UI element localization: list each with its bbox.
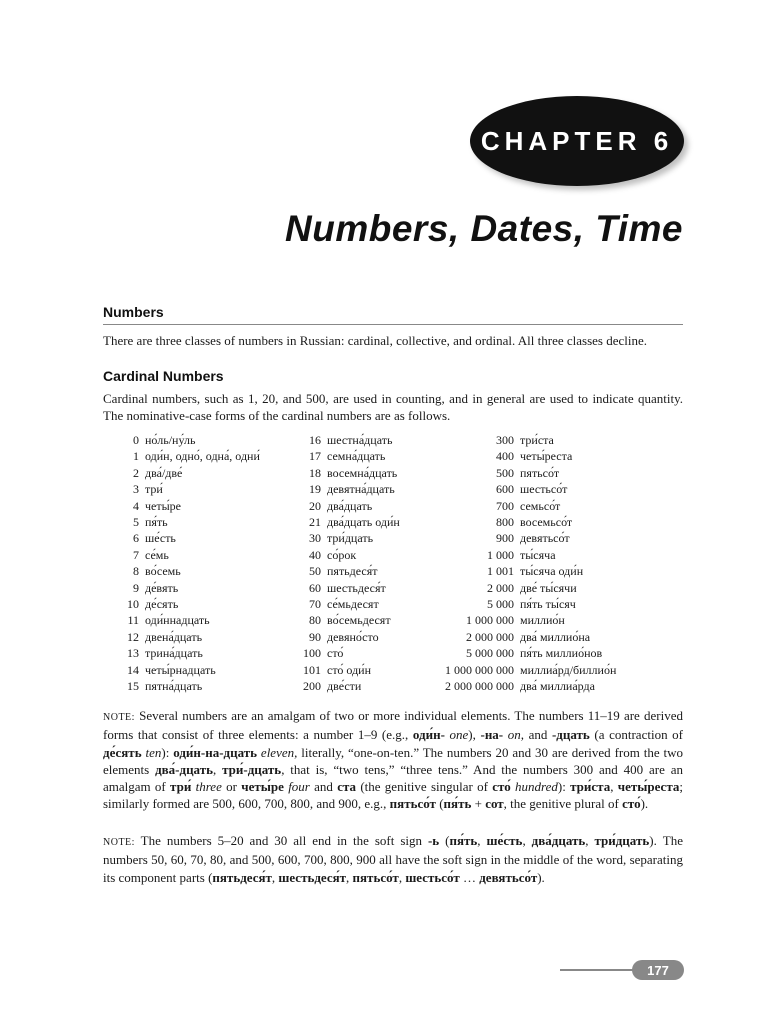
note-text: ): xyxy=(557,779,571,795)
section-heading-cardinal: Cardinal Numbers xyxy=(103,368,224,384)
russian-term: два́дцать xyxy=(531,833,586,848)
number-row xyxy=(283,612,400,628)
number-digits: 3 xyxy=(133,482,139,497)
number-digits: 1 000 000 xyxy=(466,613,514,628)
number-row xyxy=(413,514,616,530)
number-word: двена́дцать xyxy=(145,629,203,644)
russian-term: три́ста xyxy=(570,779,611,795)
note-text: and xyxy=(524,727,552,743)
note-text: ; similarly formed are 500, 600, 700, 800, and 900, e.g., xyxy=(103,779,684,812)
number-row xyxy=(283,547,400,563)
number-word: четы́ре xyxy=(145,498,181,513)
russian-term: сот xyxy=(485,796,504,812)
russian-term: ше́сть xyxy=(486,833,523,848)
number-digits: 17 xyxy=(309,449,321,464)
number-word: пя́ть миллио́нов xyxy=(520,646,603,661)
number-digits: 400 xyxy=(496,449,514,464)
number-row xyxy=(283,662,400,678)
number-word: шестна́дцать xyxy=(327,433,393,447)
number-word: пя́ть xyxy=(145,515,168,530)
number-word: семна́дцать xyxy=(327,449,386,464)
note-text: + xyxy=(471,796,486,812)
gloss: one xyxy=(449,727,469,743)
number-digits: 5 000 000 xyxy=(466,646,514,661)
number-row xyxy=(103,580,260,596)
number-word: во́семь xyxy=(145,564,181,579)
number-digits: 5 000 xyxy=(487,597,514,612)
chapter-label: CHAPTER 6 xyxy=(480,125,674,156)
number-word: восемьсо́т xyxy=(520,515,573,530)
number-row xyxy=(103,629,260,645)
number-row xyxy=(413,678,616,694)
number-word: де́вять xyxy=(145,580,179,595)
cardinal-number-table xyxy=(103,432,683,702)
number-row xyxy=(283,481,400,497)
number-word: четы́рнадцать xyxy=(145,662,216,677)
number-digits: 60 xyxy=(309,580,321,595)
note-text: and xyxy=(309,779,338,795)
number-word: шестьдеся́т xyxy=(327,580,386,595)
number-row xyxy=(413,629,616,645)
number-row xyxy=(103,514,260,530)
page-footer xyxy=(560,960,684,980)
number-word: но́ль/ну́ль xyxy=(145,433,196,447)
page-number-badge xyxy=(632,960,684,980)
number-digits: 4 xyxy=(133,498,139,513)
number-digits: 80 xyxy=(309,613,321,628)
number-word: ты́сяча оди́н xyxy=(520,564,584,579)
number-digits: 30 xyxy=(309,531,321,546)
note-paragraph-2 xyxy=(103,832,683,886)
number-row xyxy=(283,465,400,481)
note-text: ). The numbers 50, 60, 70, 80, and 500, 600, 700, 800, 900 all have the soft sign in the middle of the word, separating its component parts ( xyxy=(103,833,683,885)
number-column-1 xyxy=(103,432,260,695)
note-text: … xyxy=(459,869,480,885)
number-digits: 10 xyxy=(127,597,139,612)
number-word: девятна́дцать xyxy=(327,482,395,497)
number-word: девяно́сто xyxy=(327,629,379,644)
number-digits: 1 xyxy=(133,449,139,464)
russian-term: пятьсо́т xyxy=(352,869,399,885)
number-row xyxy=(413,563,616,579)
number-digits: 40 xyxy=(309,547,321,562)
number-row xyxy=(283,645,400,661)
russian-term: -ь xyxy=(427,833,440,848)
number-row xyxy=(413,498,616,514)
number-row xyxy=(283,580,400,596)
number-digits: 2 000 000 xyxy=(466,629,514,644)
number-row xyxy=(413,432,616,448)
number-row xyxy=(413,596,616,612)
number-word: миллио́н xyxy=(520,613,565,628)
number-word: пятьсо́т xyxy=(520,465,560,480)
number-digits: 19 xyxy=(309,482,321,497)
note-label: NOTE: xyxy=(103,837,135,848)
number-digits: 101 xyxy=(303,662,321,677)
number-row xyxy=(283,448,400,464)
number-word: две́ ты́сячи xyxy=(520,580,577,595)
note-text: , xyxy=(398,869,406,885)
numbers-intro: There are three classes of numbers in Russian: cardinal, collective, and ordinal. All three classes decline. xyxy=(103,333,647,348)
number-row xyxy=(103,530,260,546)
note-text: ). xyxy=(537,869,545,885)
number-digits: 800 xyxy=(496,515,514,530)
number-digits: 600 xyxy=(496,482,514,497)
number-word: со́рок xyxy=(327,547,357,562)
note-text: (a contraction of xyxy=(589,727,683,743)
russian-term: шестьсо́т xyxy=(405,869,460,885)
russian-term: пя́ть xyxy=(449,833,478,848)
note-text: or xyxy=(221,779,242,795)
russian-term: оди́н- xyxy=(412,727,445,743)
number-row xyxy=(103,563,260,579)
number-digits: 16 xyxy=(309,433,321,447)
russian-term: сто́ xyxy=(622,796,641,812)
number-word: сто́ xyxy=(327,646,344,661)
note-text: , xyxy=(585,833,595,848)
number-row xyxy=(103,465,260,481)
number-word: два́ миллио́на xyxy=(520,629,591,644)
number-digits: 200 xyxy=(303,679,321,694)
note-text: , xyxy=(522,833,532,848)
number-word: девятьсо́т xyxy=(520,531,570,546)
note-text: ), xyxy=(468,727,481,743)
number-word: восемна́дцать xyxy=(327,465,398,480)
number-row xyxy=(283,498,400,514)
russian-term: -дцать xyxy=(551,727,590,743)
number-word: се́мь xyxy=(145,547,169,562)
number-word: два́дцать оди́н xyxy=(327,515,400,530)
note-text: , the genitive plural of xyxy=(503,796,623,812)
number-row xyxy=(103,645,260,661)
number-digits: 900 xyxy=(496,531,514,546)
number-word: два́ миллиа́рда xyxy=(520,679,595,694)
russian-term: сто́ xyxy=(492,779,511,795)
number-digits: 14 xyxy=(127,662,139,677)
number-digits: 18 xyxy=(309,465,321,480)
number-digits: 15 xyxy=(127,679,139,694)
russian-term: шестьдеся́т xyxy=(278,869,347,885)
page-number: 177 xyxy=(647,962,669,978)
number-word: во́семьдесят xyxy=(327,613,391,628)
number-digits: 12 xyxy=(127,629,139,644)
note-text: ( xyxy=(439,833,450,848)
russian-term: -на- xyxy=(480,727,504,743)
number-digits: 8 xyxy=(133,564,139,579)
number-column-3 xyxy=(413,432,616,695)
number-digits: 13 xyxy=(127,646,139,661)
russian-term: четы́ре xyxy=(241,779,284,795)
note-text: , that is, “two tens,” “three tens.” And the numbers 300 and 400 are an amalgam of xyxy=(103,761,683,795)
number-row xyxy=(283,596,400,612)
number-digits: 1 000 000 000 xyxy=(445,662,514,677)
number-word: де́сять xyxy=(145,597,179,612)
number-word: пятьдеся́т xyxy=(327,564,378,579)
number-word: три́ста xyxy=(520,433,554,447)
section-heading-numbers: Numbers xyxy=(103,304,683,325)
number-word: пя́ть ты́сяч xyxy=(520,597,576,612)
number-row xyxy=(413,547,616,563)
number-row xyxy=(103,612,260,628)
number-word: два́дцать xyxy=(327,498,373,513)
number-row xyxy=(103,678,260,694)
gloss: three xyxy=(195,779,222,795)
number-digits: 11 xyxy=(127,613,139,628)
number-word: четы́реста xyxy=(520,449,573,464)
number-word: три́ xyxy=(145,482,163,497)
note-text: , xyxy=(212,761,223,777)
note-text: , xyxy=(477,833,487,848)
number-digits: 70 xyxy=(309,597,321,612)
number-word: сто́ оди́н xyxy=(327,662,372,677)
russian-term: оди́н-на-дцать xyxy=(173,744,258,760)
note-text: , xyxy=(346,869,353,885)
note-text: literally, “one-on-ten.” The numbers 20 and 30 are derived from the two elements xyxy=(103,744,684,777)
footer-rule xyxy=(560,969,640,971)
number-column-2 xyxy=(283,432,400,695)
gloss: eleven, xyxy=(260,744,298,760)
number-digits: 2 000 xyxy=(487,580,514,595)
number-word: трина́дцать xyxy=(145,646,203,661)
russian-term: два́-дцать xyxy=(155,761,213,777)
note-text: The numbers 5–20 and 30 all end in the soft sign xyxy=(134,833,428,848)
number-word: ше́сть xyxy=(145,531,176,546)
number-word: две́сти xyxy=(327,679,362,694)
number-digits: 100 xyxy=(303,646,321,661)
number-row xyxy=(413,612,616,628)
number-row xyxy=(413,448,616,464)
russian-term: де́сять xyxy=(103,744,142,760)
number-digits: 1 001 xyxy=(487,564,514,579)
russian-term: четы́реста xyxy=(617,779,680,795)
number-row xyxy=(283,514,400,530)
note-text: Several numbers are an amalgam of two or more individual elements. The numbers 11–19 are derived forms that consist of three elements: a number 1–9 (e.g., xyxy=(103,708,683,743)
note-paragraph-1 xyxy=(103,707,683,813)
russian-term: пя́ть xyxy=(443,796,472,812)
number-digits: 20 xyxy=(309,498,321,513)
gloss: ten xyxy=(145,744,162,760)
number-word: пятна́дцать xyxy=(145,679,203,694)
russian-term: три́дцать xyxy=(594,833,650,848)
note-label: NOTE: xyxy=(103,712,135,723)
russian-term: пятьдеся́т xyxy=(212,869,272,885)
number-row xyxy=(103,662,260,678)
number-row xyxy=(103,547,260,563)
number-row xyxy=(283,678,400,694)
note-text: , xyxy=(271,869,279,885)
number-digits: 700 xyxy=(496,498,514,513)
number-word: оди́н, одно́, одна́, одни́ xyxy=(145,449,260,464)
number-row xyxy=(103,498,260,514)
russian-term: пятьсо́т xyxy=(389,796,436,812)
number-digits: 2 000 000 000 xyxy=(445,679,514,694)
number-row xyxy=(413,465,616,481)
number-digits: 500 xyxy=(496,465,514,480)
number-word: семьсо́т xyxy=(520,498,561,513)
number-row xyxy=(413,662,616,678)
gloss: on, xyxy=(507,727,524,743)
number-digits: 7 xyxy=(133,547,139,562)
number-row xyxy=(283,563,400,579)
chapter-badge xyxy=(470,96,684,186)
note-text: ( xyxy=(435,796,444,812)
number-digits: 90 xyxy=(309,629,321,644)
number-row xyxy=(103,448,260,464)
number-word: ты́сяча xyxy=(520,547,556,562)
chapter-title: Numbers, Dates, Time xyxy=(285,208,683,249)
number-row xyxy=(103,432,260,448)
number-word: се́мьдесят xyxy=(327,597,379,612)
number-word: два́/две́ xyxy=(145,465,183,480)
gloss: hundred xyxy=(515,779,558,795)
number-digits: 300 xyxy=(496,433,514,447)
number-digits: 0 xyxy=(133,433,139,447)
number-row xyxy=(103,596,260,612)
gloss: four xyxy=(288,779,310,795)
russian-term: девятьсо́т xyxy=(479,869,538,885)
number-word: миллиа́рд/биллио́н xyxy=(520,662,617,677)
number-row xyxy=(413,645,616,661)
number-digits: 50 xyxy=(309,564,321,579)
number-digits: 9 xyxy=(133,580,139,595)
number-row xyxy=(103,481,260,497)
number-row xyxy=(283,432,400,448)
number-row xyxy=(413,481,616,497)
number-row xyxy=(283,629,400,645)
number-digits: 1 000 xyxy=(487,547,514,562)
number-row xyxy=(413,530,616,546)
note-text: ): xyxy=(161,744,174,760)
russian-term: три́-дцать xyxy=(222,761,282,777)
number-digits: 2 xyxy=(133,465,139,480)
note-text: (the genitive singular of xyxy=(356,779,493,795)
number-digits: 21 xyxy=(309,515,321,530)
number-row xyxy=(283,530,400,546)
cardinal-intro: Cardinal numbers, such as 1, 20, and 500, are used in counting, and in general are used to indicate quantity. The nominative-case forms of the cardinal numbers are as follows. xyxy=(103,391,683,423)
number-digits: 5 xyxy=(133,515,139,530)
note-text: , xyxy=(610,779,618,795)
number-word: оди́ннадцать xyxy=(145,613,210,628)
number-word: три́дцать xyxy=(327,531,374,546)
number-word: шестьсо́т xyxy=(520,482,568,497)
russian-term: три́ xyxy=(170,779,192,795)
note-text: ). xyxy=(640,796,649,812)
russian-term: ста xyxy=(337,779,357,795)
number-row xyxy=(413,580,616,596)
number-digits: 6 xyxy=(133,531,139,546)
